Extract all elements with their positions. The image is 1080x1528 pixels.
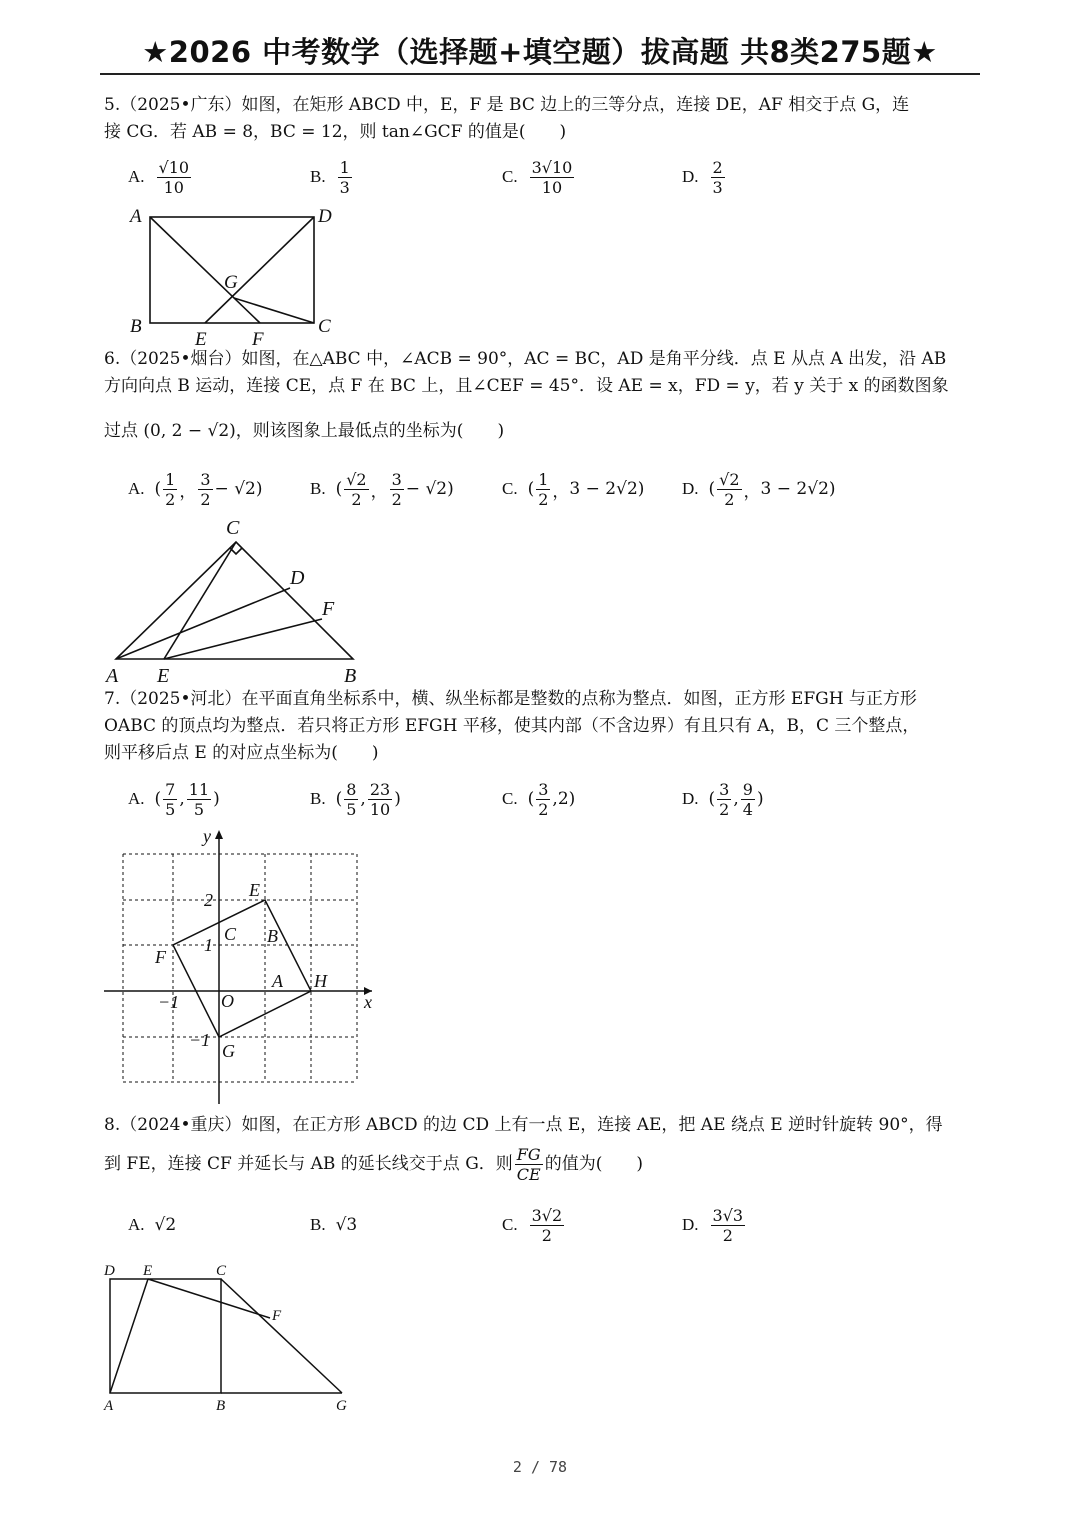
question-7 xyxy=(104,686,980,767)
q5-option-a[interactable]: A. $\frac{√10}{10}$ xyxy=(128,157,190,197)
q6-option-c[interactable]: C. ( $\frac{1}{2}$ ， 3 − 2√2) xyxy=(502,469,645,509)
q8-option-d[interactable]: D. $\frac{3√3}{2}$ xyxy=(682,1205,744,1245)
label-e: E xyxy=(157,665,170,687)
label-y-axis: y xyxy=(203,826,211,846)
segment-ce xyxy=(164,542,236,659)
fraction-fg-over-ce: $\frac{FG}{CE}$ xyxy=(516,1145,541,1184)
q7-text-line3: 则平移后点 E 的对应点坐标为( ) xyxy=(104,743,379,763)
q6-option-d[interactable]: D. ( $\frac{√2}{2}$ ， 3 − 2√2) xyxy=(682,469,836,509)
q7-option-a[interactable]: A. ( $\frac{7}{5}$ , $\frac{11}{5}$ ) xyxy=(128,779,220,819)
fraction: $\frac{3√3}{2}$ xyxy=(712,1205,744,1245)
header-divider xyxy=(100,73,980,75)
question-5 xyxy=(104,92,980,146)
label-c: C xyxy=(226,517,240,539)
page-header-title: ★2026 中考数学（选择题+填空题）拔高题 共8类275题★ xyxy=(142,35,938,69)
fraction: $\frac{1}{2}$ xyxy=(165,469,176,509)
fraction: $\frac{3}{2}$ xyxy=(391,469,402,509)
tick-y-2: 2 xyxy=(204,890,213,910)
label-c: C xyxy=(216,1263,227,1279)
tick-x-neg1: −1 xyxy=(158,992,180,1012)
label-g: G xyxy=(222,1041,235,1061)
fraction: $\frac{3√10}{10}$ xyxy=(531,157,573,197)
fraction: $\frac{7}{5}$ xyxy=(165,779,176,819)
q7-text-line1: 7.（2025•河北）在平面直角坐标系中，横、纵坐标都是整数的点称为整点．如图，正方形 EFGH 与正方形 xyxy=(104,689,917,709)
fraction: $\frac{11}{5}$ xyxy=(188,779,210,819)
question-6-cont xyxy=(104,418,980,445)
segment-cg xyxy=(221,1279,342,1393)
tick-y-1: 1 xyxy=(204,935,213,955)
label-a: A xyxy=(104,1398,114,1414)
label-f: F xyxy=(322,598,335,620)
fraction: $\frac{2}{3}$ xyxy=(712,157,723,197)
q8-options xyxy=(104,1200,980,1250)
label-d: D xyxy=(104,1263,115,1279)
fraction: $\frac{1}{3}$ xyxy=(339,157,350,197)
fraction: $\frac{√2}{2}$ xyxy=(719,469,740,509)
q5-option-c[interactable]: C. $\frac{3√10}{10}$ xyxy=(502,157,573,197)
page-number: 2 / 78 xyxy=(512,1458,568,1476)
q5-text-line2: 接 CG．若 AB = 8，BC = 12，则 tan∠GCF 的值是( ) xyxy=(104,122,567,142)
fraction: $\frac{23}{10}$ xyxy=(369,779,391,819)
q5-option-d[interactable]: D. $\frac{2}{3}$ xyxy=(682,157,723,197)
q5-option-b[interactable]: B. $\frac{1}{3}$ xyxy=(310,157,350,197)
fraction: $\frac{3}{2}$ xyxy=(200,469,211,509)
label-a: A xyxy=(106,665,119,687)
fraction: $\frac{3}{2}$ xyxy=(719,779,730,819)
label-b: B xyxy=(216,1398,226,1414)
label-b: B xyxy=(130,316,142,337)
q7-option-d[interactable]: D. ( $\frac{3}{2}$ , $\frac{9}{4}$ ) xyxy=(682,779,764,819)
fraction: $\frac{8}{5}$ xyxy=(346,779,357,819)
segment-de xyxy=(205,217,314,323)
tick-y-neg1: −1 xyxy=(189,1030,211,1050)
q6-option-b[interactable]: B. ( $\frac{√2}{2}$ ， $\frac{3}{2}$ − √2) xyxy=(310,469,454,509)
label-e: E xyxy=(249,880,260,900)
q8-option-c[interactable]: C. $\frac{3√2}{2}$ xyxy=(502,1205,563,1245)
q8-text-line2: 到 FE，连接 CF 并延长与 AB 的延长线交于点 G．则 $\frac{FG}{CE}$ 的值为( ) xyxy=(104,1145,643,1184)
label-o: O xyxy=(221,991,234,1011)
q7-options xyxy=(104,774,980,824)
q5-options xyxy=(104,152,980,202)
fraction: $\frac{1}{2}$ xyxy=(538,469,549,509)
q8-option-b[interactable]: B. √3 xyxy=(310,1215,358,1235)
q6-text-line3: 过点 (0, 2 − √2)，则该图象上最低点的坐标为( ) xyxy=(104,421,505,441)
fraction: $\frac{√10}{10}$ xyxy=(158,157,190,197)
label-f: F xyxy=(272,1308,282,1324)
q7-text-line2: OABC 的顶点均为整点．若只将正方形 EFGH 平移，使其内部（不含边界）有且只有 A，B，C 三个整点， xyxy=(104,716,920,736)
q7-option-c[interactable]: C. ( $\frac{3}{2}$ , 2) xyxy=(502,779,576,819)
fraction: $\frac{9}{4}$ xyxy=(742,779,753,819)
question-8 xyxy=(104,1112,980,1184)
label-d: D xyxy=(318,206,332,227)
segment-ef xyxy=(164,619,322,659)
segment-ae xyxy=(110,1279,148,1393)
q5-rectangle-figure xyxy=(120,200,350,354)
fraction: $\frac{3}{2}$ xyxy=(538,779,549,819)
y-axis-arrow xyxy=(215,830,223,839)
label-c: C xyxy=(224,924,237,944)
segment-af xyxy=(150,217,260,323)
square-efgh xyxy=(173,900,311,1037)
label-a: A xyxy=(130,206,142,227)
q6-options xyxy=(104,464,980,514)
label-h: H xyxy=(314,971,327,991)
label-d: D xyxy=(290,567,305,589)
label-g: G xyxy=(224,272,238,293)
question-6 xyxy=(104,346,980,400)
label-b: B xyxy=(267,926,278,946)
q6-text-line1: 6.（2025•烟台）如图，在△ABC 中，∠ACB = 90°，AC = BC，AD 是角平分线．点 E 从点 A 出发，沿 AB xyxy=(104,349,947,369)
label-a: A xyxy=(272,971,283,991)
label-f: F xyxy=(155,947,166,967)
q6-text-line2: 方向向点 B 运动，连接 CE，点 F 在 BC 上，且∠CEF = 45°．设 AE = x，FD = y，若 y 关于 x 的函数图象 xyxy=(104,376,949,396)
q7-coordinate-grid-figure xyxy=(100,826,390,1112)
label-x-axis: x xyxy=(364,992,372,1012)
q8-option-a[interactable]: A. √2 xyxy=(128,1215,177,1235)
label-f: F xyxy=(252,329,264,350)
fraction: $\frac{3√2}{2}$ xyxy=(531,1205,563,1245)
q6-triangle-figure xyxy=(100,512,380,694)
q8-text-line1: 8.（2024•重庆）如图，在正方形 ABCD 的边 CD 上有一点 E，连接 AE，把 AE 绕点 E 逆时针旋转 90°，得 xyxy=(104,1115,943,1135)
label-g: G xyxy=(336,1398,347,1414)
q8-square-figure xyxy=(100,1258,360,1422)
q7-option-b[interactable]: B. ( $\frac{8}{5}$ , $\frac{23}{10}$ ) xyxy=(310,779,401,819)
q6-option-a[interactable]: A. ( $\frac{1}{2}$ ， $\frac{3}{2}$ − √2) xyxy=(128,469,263,509)
square-abcd xyxy=(110,1279,221,1393)
fraction: $\frac{√2}{2}$ xyxy=(346,469,367,509)
dashed-grid xyxy=(123,854,357,1082)
rectangle-abcd xyxy=(150,217,314,323)
q5-text-line1: 5.（2025•广东）如图，在矩形 ABCD 中，E，F 是 BC 边上的三等分点，连接 DE，AF 相交于点 G，连 xyxy=(104,95,910,115)
segment-ef xyxy=(148,1279,270,1318)
label-e: E xyxy=(195,329,207,350)
label-c: C xyxy=(318,316,331,337)
label-e: E xyxy=(143,1263,153,1279)
label-b: B xyxy=(344,665,357,687)
